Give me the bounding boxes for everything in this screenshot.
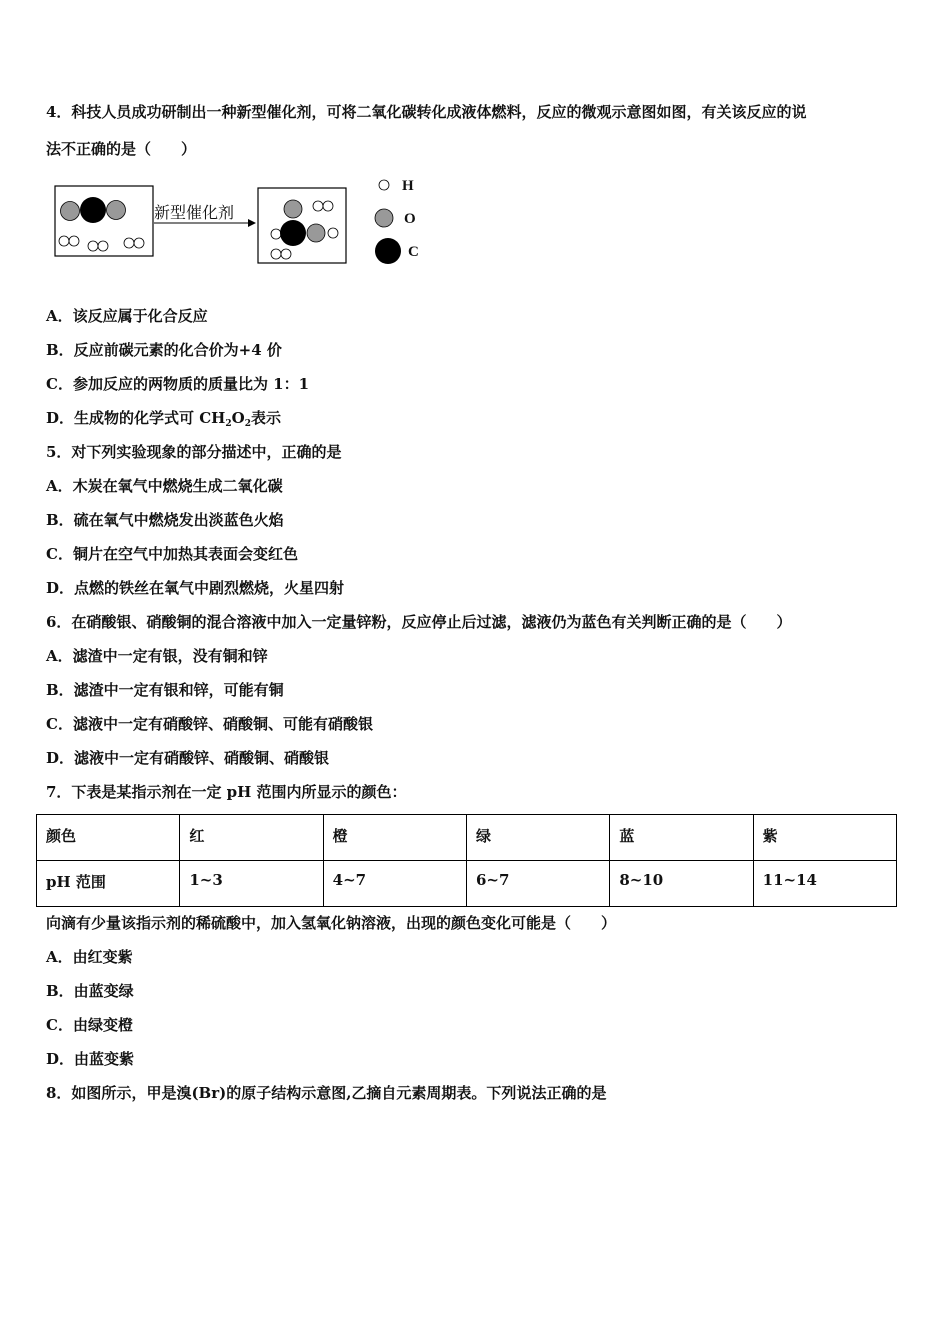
q6-option-a: A．滤渣中一定有银，没有铜和锌 (46, 647, 268, 665)
q7-option-a: A．由红变紫 (46, 948, 133, 966)
q6-stem: 6．在硝酸银、硝酸铜的混合溶液中加入一定量锌粉，反应停止后过滤，滤液仍为蓝色有关判断正确的是（ ） (46, 613, 792, 631)
q8-stem: 8．如图所示，甲是溴(Br)的原子结构示意图,乙摘自元素周期表。下列说法正确的是 (46, 1084, 607, 1102)
reaction-diagram (50, 172, 450, 272)
legend-hydrogen-label: H (402, 178, 414, 194)
reactant-hydrogen-atom (88, 241, 98, 251)
reactant-hydrogen-atom (134, 238, 144, 248)
product-hydrogen-atom (328, 228, 338, 238)
table-cell: 6~7 (466, 861, 609, 907)
legend-carbon-symbol (375, 238, 401, 264)
reactant-oxygen-atom (107, 201, 126, 220)
table-cell: pH 范围 (37, 861, 180, 907)
product-oxygen-atom (307, 224, 325, 242)
legend-hydrogen-symbol (379, 180, 389, 190)
arrow-label: 新型催化剂 (154, 205, 235, 222)
q5-option-a: A．木炭在氧气中燃烧生成二氧化碳 (46, 477, 283, 495)
reactant-hydrogen-atom (69, 236, 79, 246)
table-cell: 8~10 (610, 861, 753, 907)
q5-option-c: C．铜片在空气中加热其表面会变红色 (46, 545, 298, 563)
reactant-hydrogen-atom (124, 238, 134, 248)
q6-option-c: C．滤液中一定有硝酸锌、硝酸铜、可能有硝酸银 (46, 715, 373, 733)
reactant-carbon-atom (80, 197, 106, 223)
q5-stem: 5．对下列实验现象的部分描述中，正确的是 (46, 443, 342, 461)
product-oxygen-atom (284, 200, 302, 218)
q5-option-b: B．硫在氧气中燃烧发出淡蓝色火焰 (46, 511, 284, 529)
reactant-oxygen-atom (61, 202, 80, 221)
q7-option-b: B．由蓝变绿 (46, 982, 134, 1000)
q7-option-d: D．由蓝变紫 (46, 1050, 135, 1068)
reactant-hydrogen-atom (59, 236, 69, 246)
q5-option-d: D．点燃的铁丝在氧气中剧烈燃烧，火星四射 (46, 579, 345, 597)
product-hydrogen-atom (323, 201, 333, 211)
table-row (37, 815, 897, 861)
product-hydrogen-atom (313, 201, 323, 211)
q4-option-d: D．生成物的化学式可 $CH_2O_2$表示 (46, 409, 281, 429)
q4-option-a: A．该反应属于化合反应 (46, 307, 208, 325)
legend-carbon-label: C (408, 244, 419, 260)
product-hydrogen-atom (271, 229, 281, 239)
q7-stem: 7．下表是某指示剂在一定 pH 范围内所显示的颜色： (46, 783, 407, 801)
table-cell: 红 (180, 815, 323, 861)
ph-color-table (36, 814, 897, 907)
product-hydrogen-atom (271, 249, 281, 259)
legend-oxygen-symbol (375, 209, 393, 227)
q4-stem-line1: 4．科技人员成功研制出一种新型催化剂，可将二氧化碳转化成液体燃料，反应的微观示意图如图，有关该反应的说 (46, 103, 807, 121)
table-cell: 蓝 (610, 815, 753, 861)
table-cell: 11~14 (753, 861, 896, 907)
product-hydrogen-atom (281, 249, 291, 259)
table-row (37, 861, 897, 907)
table-cell: 1~3 (180, 861, 323, 907)
q7-option-c: C．由绿变橙 (46, 1016, 133, 1034)
reactant-hydrogen-atom (98, 241, 108, 251)
table-cell: 橙 (323, 815, 466, 861)
legend-oxygen-label: O (404, 211, 416, 227)
q4-option-c: C．参加反应的两物质的质量比为 1：1 (46, 375, 310, 393)
table-cell: 绿 (466, 815, 609, 861)
table-cell: 颜色 (37, 815, 180, 861)
table-cell: 4~7 (323, 861, 466, 907)
q7-followup: 向滴有少量该指示剂的稀硫酸中，加入氢氧化钠溶液，出现的颜色变化可能是（ ） (46, 914, 617, 932)
q4-stem-line2: 法不正确的是（ ） (46, 140, 197, 158)
product-carbon-atom (280, 220, 306, 246)
q6-option-b: B．滤渣中一定有银和锌，可能有铜 (46, 681, 284, 699)
reaction-arrow-head (248, 219, 256, 227)
q6-option-d: D．滤液中一定有硝酸锌、硝酸铜、硝酸银 (46, 749, 330, 767)
q4-option-b: B．反应前碳元素的化合价为+4 价 (46, 341, 282, 359)
table-cell: 紫 (753, 815, 896, 861)
